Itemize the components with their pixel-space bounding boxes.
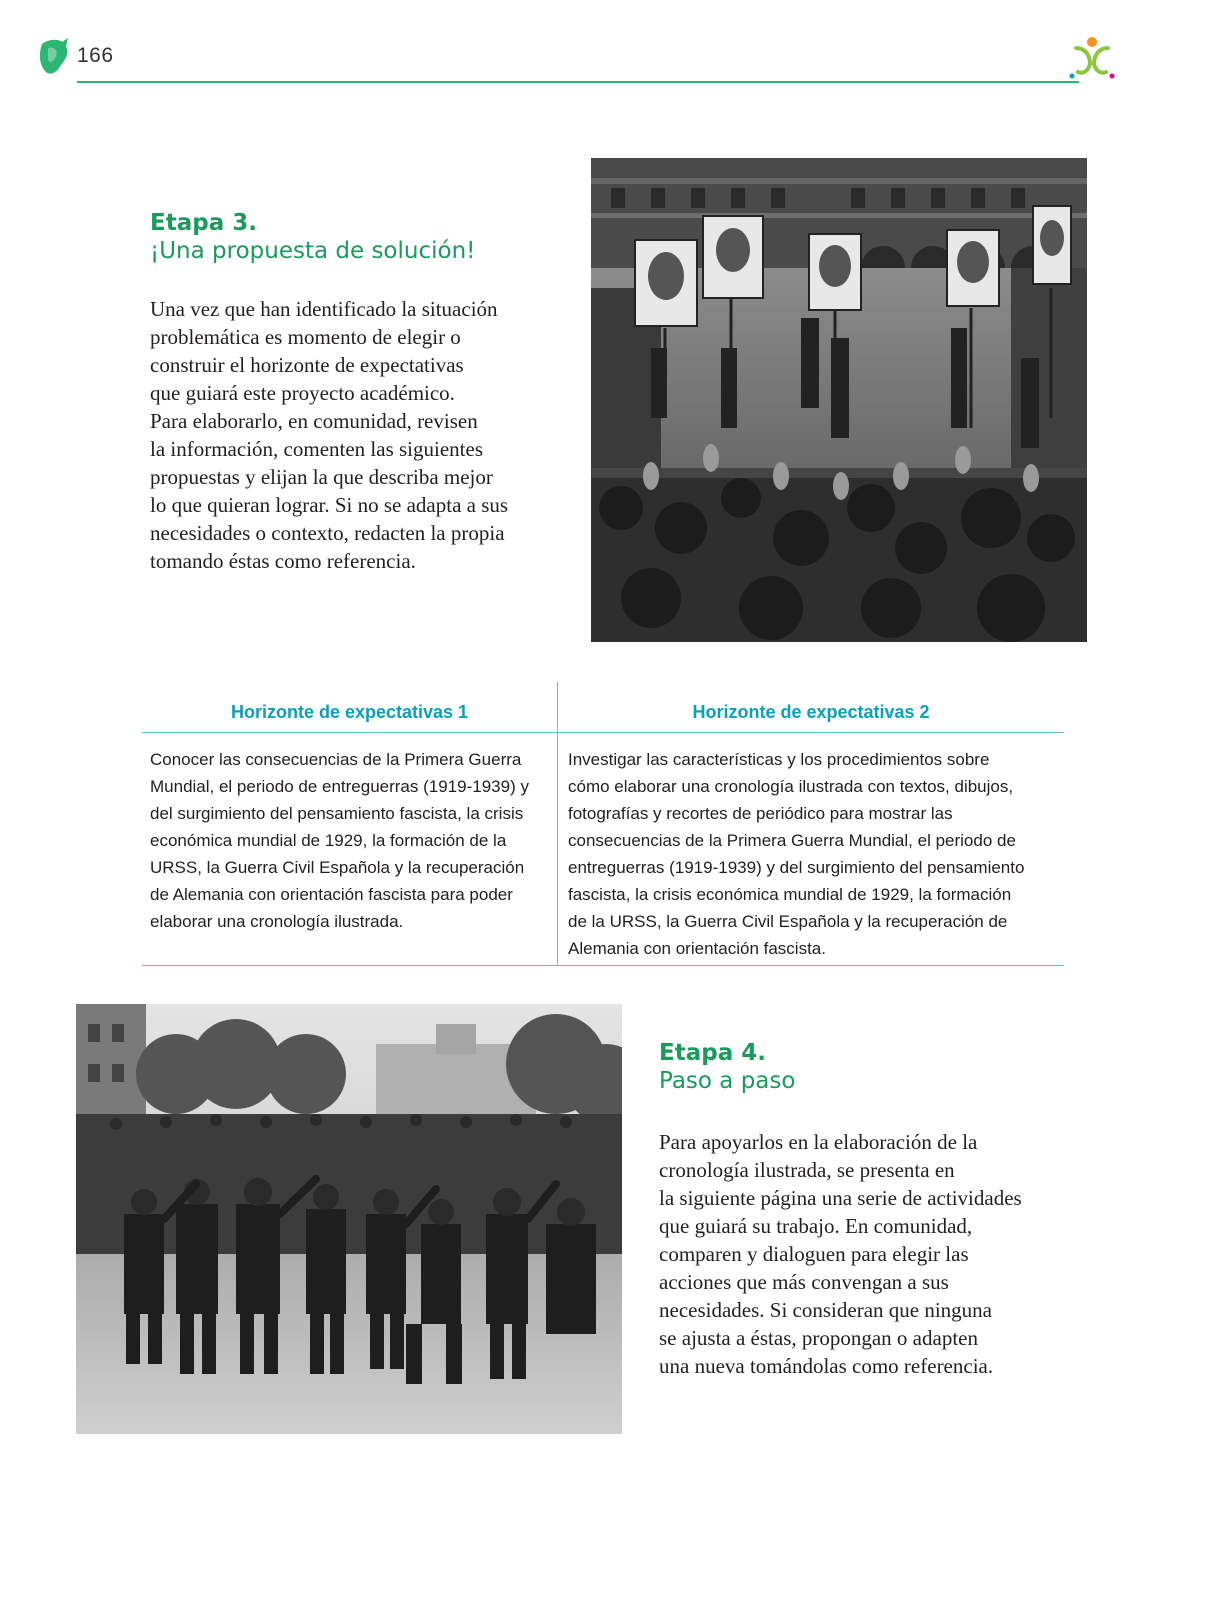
table-cell-1 <box>150 746 550 935</box>
stage3-body <box>150 295 570 575</box>
expectations-table <box>142 682 1064 966</box>
stage3-subtitle: ¡Una propuesta de solución! <box>150 237 476 264</box>
body-line: tomando éstas como referencia. <box>150 549 416 573</box>
body-line: que guiará este proyecto académico. <box>150 381 455 405</box>
table-line: Mundial, el periodo de entreguerras (1919-1939) y <box>150 777 529 796</box>
table-line: Alemania con orientación fascista. <box>568 939 826 958</box>
table-line: de la URSS, la Guerra Civil Española y la recuperación de <box>568 912 1008 931</box>
body-line: problemática es momento de elegir o <box>150 325 461 349</box>
body-line: propuestas y elijan la que describa mejor <box>150 465 493 489</box>
table-line: del surgimiento del pensamiento fascista, la crisis <box>150 804 524 823</box>
body-line: la siguiente página una serie de actividades <box>659 1186 1022 1210</box>
stage3-title: Etapa 3. <box>150 210 257 236</box>
stage4-body <box>659 1128 1079 1380</box>
body-line: cronología ilustrada, se presenta en <box>659 1158 955 1182</box>
body-line: una nueva tomándolas como referencia. <box>659 1354 994 1378</box>
body-line: Para apoyarlos en la elaboración de la <box>659 1130 978 1154</box>
table-line: cómo elaborar una cronología ilustrada con textos, dibujos, <box>568 777 1014 796</box>
body-line: la información, comenten las siguientes <box>150 437 483 461</box>
body-line: lo que quieran lograr. Si no se adapta a sus <box>150 493 509 517</box>
table-line: elaborar una cronología ilustrada. <box>150 912 404 931</box>
table-divider-vertical <box>557 682 558 966</box>
parade-portraits-photo <box>591 158 1087 642</box>
body-line: Una vez que han identificado la situación <box>150 297 498 321</box>
table-header-2: Horizonte de expectativas 2 <box>692 702 930 722</box>
table-line: URSS, la Guerra Civil Española y la recuperación <box>150 858 525 877</box>
body-line: se ajusta a éstas, propongan o adapten <box>659 1326 978 1350</box>
table-bottom-rule <box>142 965 1064 966</box>
stage4-title: Etapa 4. <box>659 1040 766 1066</box>
rally-crowd-photo <box>76 1004 622 1434</box>
body-line: construir el horizonte de expectativas <box>150 353 464 377</box>
table-header-rule <box>142 732 1064 733</box>
table-header-1: Horizonte de expectativas 1 <box>230 702 469 722</box>
table-line: de Alemania con orientación fascista para poder <box>150 885 513 904</box>
table-cell-2 <box>568 746 1058 962</box>
table-line: económica mundial de 1929, la formación de la <box>150 831 507 850</box>
table-line: Investigar las características y los procedimientos sobre <box>568 750 990 769</box>
stage4-heading <box>659 1040 1079 1095</box>
page-number: 166 <box>77 44 114 67</box>
table-line: fascista, la crisis económica mundial de 1929, la formación <box>568 885 1012 904</box>
body-line: comparen y dialoguen para elegir las <box>659 1242 969 1266</box>
table-line: fotografías y recortes de periódico para mostrar las <box>568 804 953 823</box>
table-line: Conocer las consecuencias de la Primera Guerra <box>150 750 522 769</box>
body-line: Para elaborarlo, en comunidad, revisen <box>150 409 478 433</box>
table-line: entreguerras (1919-1939) y del surgimiento del pensamiento <box>568 858 1025 877</box>
table-line: consecuencias de la Primera Guerra Mundial, el periodo de <box>568 831 1016 850</box>
body-line: necesidades. Si consideran que ninguna <box>659 1298 992 1322</box>
stage4-subtitle: Paso a paso <box>659 1067 796 1094</box>
body-line: necesidades o contexto, redacten la propia <box>150 521 505 545</box>
green-leaf-icon <box>36 36 72 78</box>
stage3-heading <box>150 210 550 265</box>
header-rule <box>77 81 1079 83</box>
sprout-logo-icon <box>1068 34 1116 82</box>
body-line: acciones que más convengan a sus <box>659 1270 949 1294</box>
body-line: que guiará su trabajo. En comunidad, <box>659 1214 973 1238</box>
